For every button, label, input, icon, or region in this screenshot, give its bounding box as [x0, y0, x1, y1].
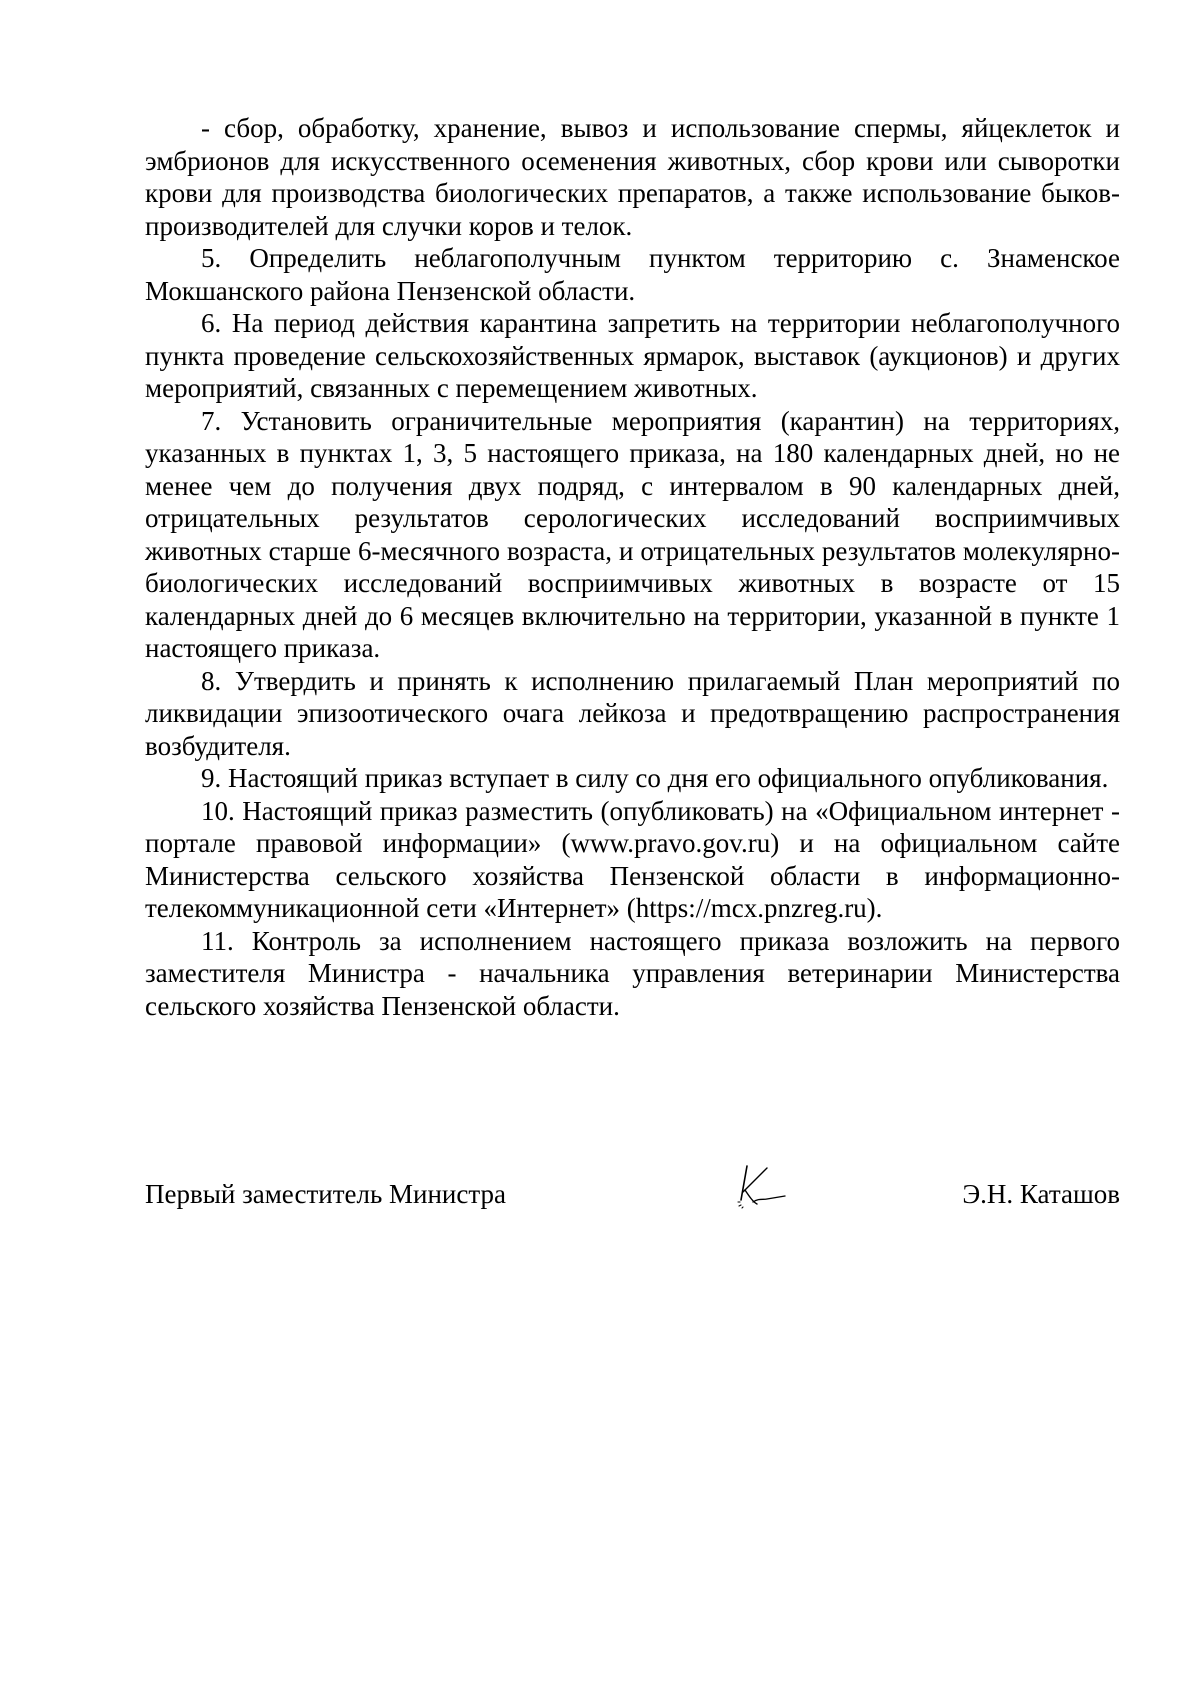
handwritten-signature-icon	[733, 1162, 795, 1214]
paragraph-item-10: 10. Настоящий приказ разместить (опубликовать) на «Официальном интернет - портале правовой информации» (www.pravo.gov.ru) и на официальном сайте Министерства сельского хозяйства Пензенской области в информационно-телекоммуникационной сети «Интернет» (https://mcx.pnzreg.ru).	[145, 795, 1120, 923]
document-body	[145, 112, 1120, 1022]
signatory-name: Э.Н. Каташов	[962, 1179, 1120, 1209]
paragraph-item-6: 6. На период действия карантина запретить на территории неблагополучного пункта проведение сельскохозяйственных ярмарок, выставок (аукционов) и других мероприятий, связанных с перемещением животных.	[145, 308, 1120, 403]
signatory-position: Первый заместитель Министра	[145, 1179, 506, 1209]
paragraph-item-5: 5. Определить неблагополучным пунктом территорию с. Знаменское Мокшанского района Пензенской области.	[145, 243, 1120, 306]
paragraph-item-7: 7. Установить ограничительные мероприятия (карантин) на территориях, указанных в пунктах 1, 3, 5 настоящего приказа, на 180 календарных дней, но не менее чем до получения двух подряд, с интервалом в 90 календарных дней, отрицательных результатов серологических исследований восприимчивых животных старше 6-месячного возраста, и отрицательных результатов молекулярно-биологических исследований восприимчивых животных в возрасте от 15 календарных дней до 6 месяцев включительно на территории, указанной в пункте 1 настоящего приказа.	[145, 405, 1120, 663]
signature-block	[145, 1178, 1120, 1238]
paragraph-item-8: 8. Утвердить и принять к исполнению прилагаемый План мероприятий по ликвидации эпизоотического очага лейкоза и предотвращению распространения возбудителя.	[145, 665, 1120, 761]
paragraph-item-9: 9. Настоящий приказ вступает в силу со дня его официального опубликования.	[201, 763, 1109, 793]
paragraph-collection-restrictions: - сбор, обработку, хранение, вывоз и использование спермы, яйцеклеток и эмбрионов для искусственного осеменения животных, сбор крови или сыворотки крови для производства биологических препаратов, а также использование быков-производителей для случки коров и телок.	[145, 113, 1120, 241]
paragraph-item-11: 11. Контроль за исполнением настоящего приказа возложить на первого заместителя Министра - начальника управления ветеринарии Министерства сельского хозяйства Пензенской области.	[145, 925, 1120, 1021]
